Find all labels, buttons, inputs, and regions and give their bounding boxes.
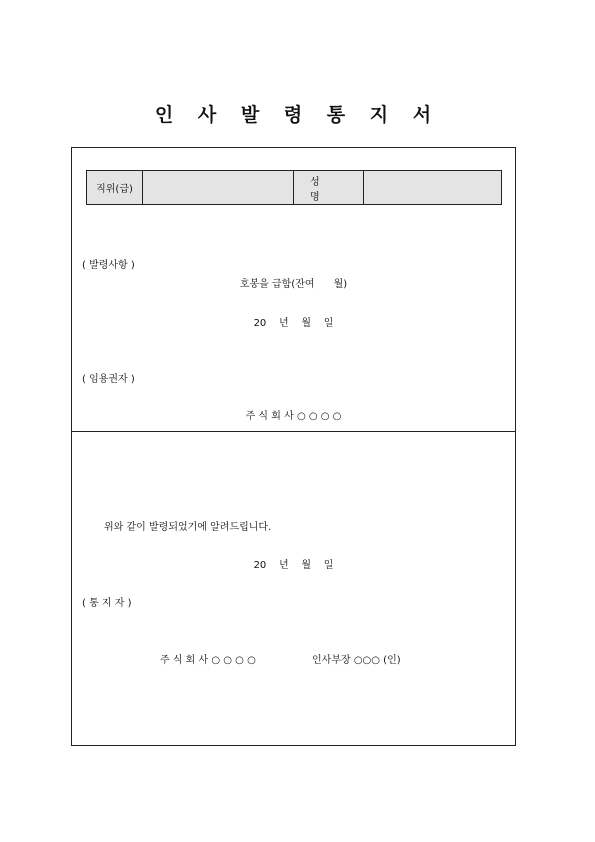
section-divider	[72, 431, 515, 432]
employee-info-table	[86, 170, 502, 205]
notifier-company: 주 식 회 사 ○ ○ ○ ○	[160, 655, 256, 666]
form-frame	[71, 147, 516, 746]
position-label: 직위(급)	[87, 171, 143, 204]
name-field[interactable]	[364, 171, 501, 204]
position-field[interactable]	[143, 171, 294, 204]
notice-message: 위와 같이 발령되었기에 알려드립니다.	[104, 522, 272, 533]
name-label: 성 명	[294, 171, 364, 204]
appointer-company: 주 식 회 사 ○ ○ ○ ○	[245, 411, 342, 422]
order-content: 호봉을 급함(잔여 월)	[239, 279, 348, 290]
order-date: 20 년 월 일	[253, 318, 334, 329]
order-section-label: ( 발령사항 )	[82, 260, 135, 271]
notice-date: 20 년 월 일	[253, 560, 334, 571]
notifier-signer: 인사부장 ○○○ (인)	[312, 655, 401, 666]
appointer-section-label: ( 임용권자 )	[82, 374, 135, 385]
notifier-section-label: ( 통 지 자 )	[82, 598, 132, 609]
document-title: 인 사 발 령 통 지 서	[154, 104, 441, 126]
